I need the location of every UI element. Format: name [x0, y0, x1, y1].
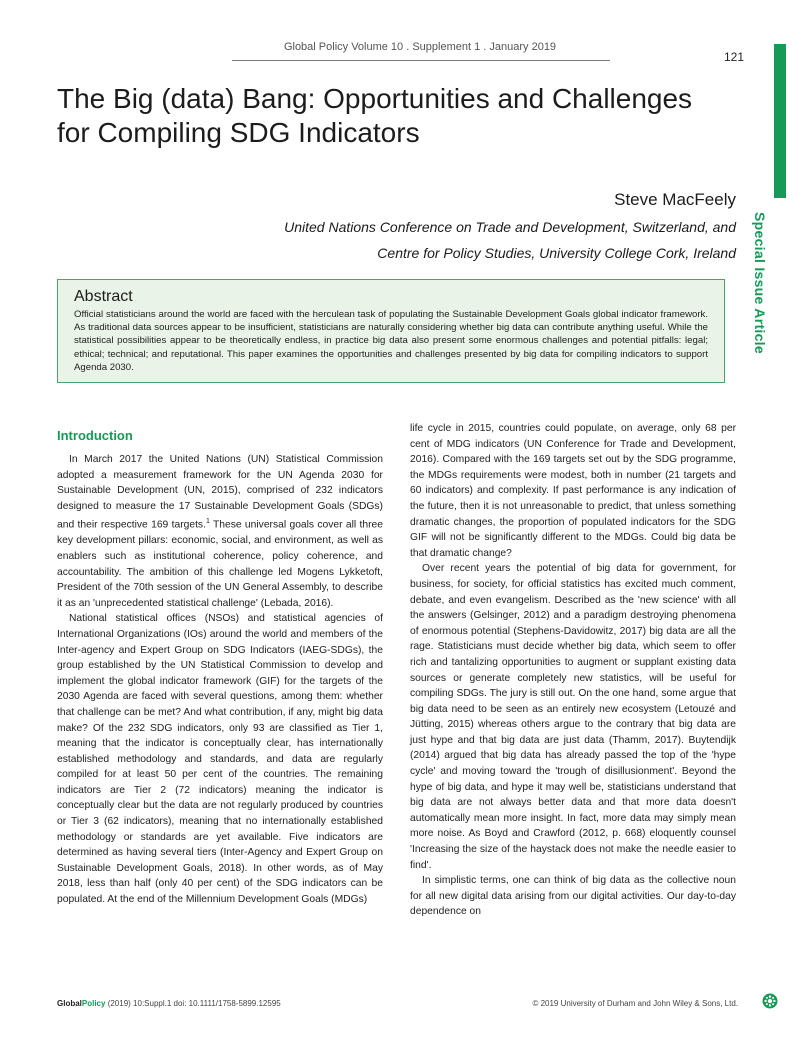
- journal-brand-global: Global: [57, 999, 82, 1008]
- paragraph: [57, 452, 383, 611]
- body-column-right: [410, 421, 736, 920]
- section-color-bar: [774, 44, 786, 198]
- author-name: Steve MacFeely: [614, 190, 736, 209]
- affiliation-2: Centre for Policy Studies, University College Cork, Ireland: [377, 245, 736, 261]
- side-label-text: Special Issue Article: [752, 212, 768, 354]
- side-label: [738, 212, 778, 382]
- article-title: The Big (data) Bang: Opportunities and Challenges for Compiling SDG Indicators: [57, 83, 693, 148]
- publisher-logo-icon: [762, 993, 778, 1009]
- citation-text: (2019) 10:Suppl.1 doi: 10.1111/1758-5899.12595: [105, 999, 281, 1008]
- paragraph: life cycle in 2015, countries could populate, on average, only 68 per cent of MDG indicators (UN Conference for Trade and Development, 2016). Compared with the 169 targets set out by the SDG programme, the MDGs requirements were modest, both in number (21 targets and 60 indicators) and complexity. If past performance is any indication of the future, then it is not unreasonable to predict, that unless something dramatic changes, the proportion of populated indicators for the SDG GIF will not be significantly different to the MDGs. Could big data be that dramatic change?: [410, 423, 736, 559]
- abstract-text: Official statisticians around the world are faced with the herculean task of populating the Sustainable Development Goals global indicator framework. As traditional data sources appear to be insufficient, statisticians are naturally considering whether big data can contribute anything useful. While the statistical possibilities appear to be theoretically endless, in practice big data also present some enormous challenges and potential pitfalls: legal; ethical; technical; and reputational. This paper examines the opportunities and challenges presented by big data for compiling indicators to support Agenda 2030.: [74, 309, 708, 373]
- journal-brand-policy: Policy: [81, 999, 106, 1008]
- abstract-heading: Abstract: [74, 288, 133, 305]
- footer-copyright: © 2019 University of Durham and John Wiley & Sons, Ltd.: [532, 999, 738, 1008]
- header-rule: [232, 60, 610, 61]
- section-heading-introduction: Introduction: [57, 428, 133, 443]
- paragraph: In simplistic terms, one can think of big data as the collective noun for all new digital data arising from our digital activities. Our day-to-day dependence on: [410, 875, 736, 918]
- footnote-marker: 1: [205, 518, 210, 526]
- abstract-box: [57, 279, 725, 383]
- body-column-left: [57, 452, 383, 908]
- paragraph: National statistical offices (NSOs) and statistical agencies of International Organizations (IOs) around the world and members of the Inter-agency and Expert Group on SDG Indicators (IAEG-SDGs), the group established by the UN Statistical Commission to develop and implement the global indicator framework (GIF) for the targets of the 2030 Agenda are faced with several questions, among them: whether that challenge can be met? And what contribution, if any, might big data make? Of the 232 SDG indicators, only 93 are classified as Tier 1, meaning that the indicator is conceptually clear, has internationally established methodology and standards, and data are regularly compiled for at least 50 per cent of the countries. The remaining indicators are Tier 2 (72 indicators) meaning the indicator is conceptually clear but the data are not regularly produced by countries or Tier 3 (62 indicators), meaning that no internationally established methodology or standards are yet available. Five indicators are determined as having several tiers (Inter-Agency and Expert Group on Sustainable Development Goals, 2018). In other words, as of May 2018, less than half (only 40 per cent) of the SDG indicators can be populated. At the end of the Millennium Development Goals (MDGs): [57, 613, 383, 906]
- journal-header: Global Policy Volume 10 . Supplement 1 . January 2019: [283, 41, 557, 53]
- page-number: 121: [724, 50, 745, 64]
- affiliation-1: United Nations Conference on Trade and Development, Switzerland, and: [284, 219, 736, 235]
- paragraph-text: These universal goals cover all three key development pillars: economic, social, and environment, as well as enablers such as institutional coherence, policy coherence, and accountability. The ambition of this challenge led Mogens Lykketoft, President of the 70th session of the UN General Assembly, to describe it as an 'unprecedented statistical challenge' (Lebada, 2016).: [57, 519, 383, 609]
- footer-citation: [57, 999, 281, 1008]
- paragraph-text: In March 2017 the United Nations (UN) Statistical Commission adopted a measurement framework for the UN Agenda 2030 for Sustainable Development (UN, 2015), comprised of 232 indicators designed to measure the 17 Sustainable Development Goals (SDGs) and their respective 169 targets.: [57, 454, 383, 531]
- paragraph: Over recent years the potential of big data for government, for business, for society, for official statistics has excited much comment, debate, and even evangelism. Described as the 'new science' with all the answers (Gelsinger, 2012) and a paradigm destroying phenomena of enormous potential (Stephens-Davidowitz, 2017) big data are all the rage. Statisticians must decide whether big data, which seem to offer rich and tantalizing opportunities to augment or supplant existing data sources or generate completely new statistics, will be useful for compiling SDGs. The jury is still out. On the one hand, some argue that big data need to be seen as an entirely new ecosystem (Letouzé and Jütting, 2015) whereas others argue to the contrary that big data are just hype and that big data are just data (Thamm, 2017). Buytendijk (2014) argued that big data has already passed the top of the 'hype cycle' and moving toward the 'trough of disillusionment'. Beyond the hype of big data, and hype it may well be, statisticians understand that big data are not always better data and that more data doesn't automatically mean more insight. In fact, more data may simply mean more noise. As Boyd and Crawford (2012, p. 668) eloquently counsel 'Increasing the size of the haystack does not make the needle easier to find'.: [410, 563, 736, 871]
